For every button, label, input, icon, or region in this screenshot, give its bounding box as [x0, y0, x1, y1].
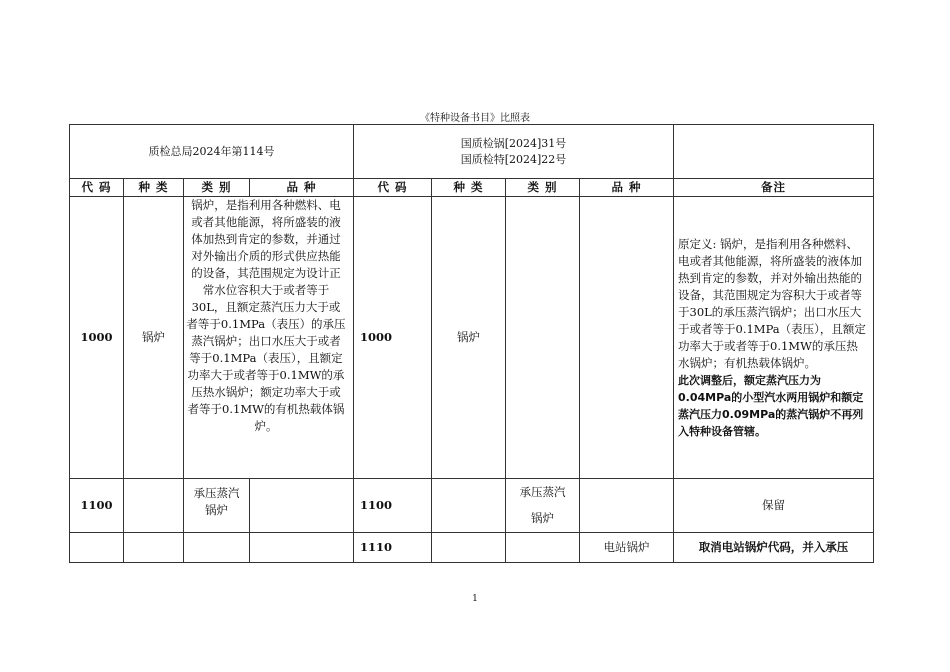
header-kind: 种 类: [124, 179, 184, 197]
table-row: [70, 533, 874, 563]
remark: 取消电站锅炉代码，并入承压: [674, 533, 874, 563]
left-definition-text: 锅炉，是指利用各种燃料、电或者其他能源，将所盛装的液体加热到肯定的参数，并通过对外输出介质的形式供应热能的设备，其范围规定为设计正常水位容积大于或者等于30L，且额定蒸汽压力大于或者等于0.1MPa（表压）的承压蒸汽锅炉；出口水压大于或者等于0.1MPa（表压），且额定功率大于或者等于0.1MW的承压热水锅炉；额定功率大于或者等于0.1MW的有机热载体锅炉。: [186, 198, 346, 433]
left-kind: 锅炉: [124, 197, 184, 479]
right-category: [506, 479, 580, 533]
left-kind: [124, 533, 184, 563]
left-definition: [184, 197, 354, 479]
right-code: 1000: [354, 197, 432, 479]
comparison-table: [69, 124, 874, 563]
right-variety: [580, 197, 674, 479]
right-category-text: 承压蒸汽锅炉: [519, 485, 566, 525]
remark-original-definition: 原定义: 锅炉，是指利用各种燃料、电或者其他能源，将所盛装的液体加热到肯定的参数，并对外输出热能的设备，其范围规定为容积大于或者等于30L的承压蒸汽锅炉；出口水压大于或者等于0.1MPa（表压），且额定功率大于或者等于0.1MW的承压热水锅炉；有机热载体锅炉。: [678, 236, 866, 370]
header-category-2: 类 别: [506, 179, 580, 197]
table-caption: 《特种设备书目》比照表: [420, 113, 530, 124]
doc-right-cell: [354, 125, 674, 179]
header-category: 类 别: [184, 179, 250, 197]
header-row: [70, 179, 874, 197]
table-row: [70, 197, 874, 479]
right-kind: [432, 479, 506, 533]
left-code: 1100: [70, 479, 124, 533]
header-code-2: 代 码: [354, 179, 432, 197]
left-variety: [250, 479, 354, 533]
right-category: [506, 197, 580, 479]
header-kind-2: 种 类: [432, 179, 506, 197]
remark: 保留: [674, 479, 874, 533]
page-number: 1: [472, 594, 478, 604]
left-variety: [250, 533, 354, 563]
header-code: 代 码: [70, 179, 124, 197]
right-code: 1100: [354, 479, 432, 533]
doc-right-2: 国质检特[2024]22号: [460, 152, 567, 166]
header-variety-2: 品 种: [580, 179, 674, 197]
left-code: [70, 533, 124, 563]
left-kind: [124, 479, 184, 533]
remark-adjustment: 此次调整后，额定蒸汽压力为0.04MPa的小型汽水两用锅炉和额定蒸汽压力0.09MPa的蒸汽锅炉不再列入特种设备管辖。: [678, 373, 864, 438]
right-variety: 电站锅炉: [580, 533, 674, 563]
left-category: [184, 533, 250, 563]
left-category: [184, 479, 250, 533]
right-code: 1110: [354, 533, 432, 563]
left-code: 1000: [70, 197, 124, 479]
right-variety: [580, 479, 674, 533]
doc-left: 质检总局2024年第114号: [148, 144, 275, 158]
header-variety: 品 种: [250, 179, 354, 197]
doc-left-cell: [70, 125, 354, 179]
right-kind: 锅炉: [432, 197, 506, 479]
doc-right-1: 国质检锅[2024]31号: [460, 136, 567, 150]
right-category: [506, 533, 580, 563]
doc-remark-cell: [674, 125, 874, 179]
left-category-text: 承压蒸汽锅炉: [193, 486, 240, 517]
right-kind: [432, 533, 506, 563]
remark-cell: [674, 197, 874, 479]
table-row: [70, 479, 874, 533]
header-remark: 备注: [674, 179, 874, 197]
